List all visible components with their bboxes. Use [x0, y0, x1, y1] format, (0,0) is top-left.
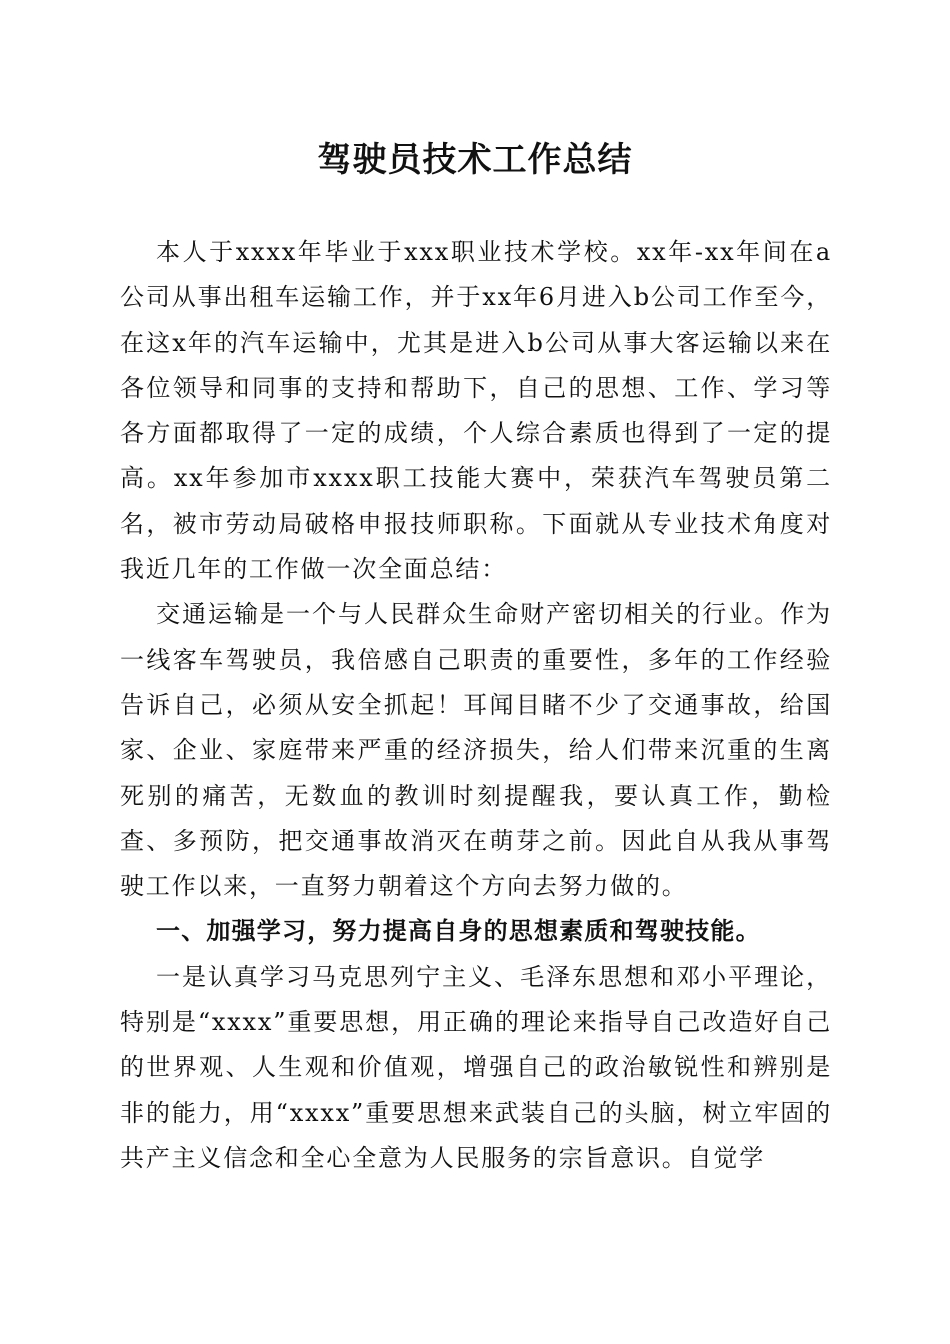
paragraph-safety: 交通运输是一个与人民群众生命财产密切相关的行业。作为一线客车驾驶员，我倍感自己职责的重要性，多年的工作经验告诉自己，必须从安全抓起！耳闻目睹不少了交通事故，给国家、企业、家庭带来严重的经济损失，给人们带来沉重的生离死别的痛苦，无数血的教训时刻提醒我，要认真工作，勤检查、多预防，把交通事故消灭在萌芽之前。因此自从我从事驾驶工作以来，一直努力朝着这个方向去努力做的。: [120, 600, 832, 901]
document-body: [120, 230, 832, 1181]
paragraph-intro: 本人于xxxx年毕业于xxx职业技术学校。xx年-xx年间在a公司从事出租车运输工作，并于xx年6月进入b公司工作至今，在这x年的汽车运输中，尤其是进入b公司从事大客运输以来在各位领导和同事的支持和帮助下，自己的思想、工作、学习等各方面都取得了一定的成绩，个人综合素质也得到了一定的提高。xx年参加市xxxx职工技能大赛中，荣获汽车驾驶员第二名，被市劳动局破格申报技师职称。下面就从专业技术角度对我近几年的工作做一次全面总结：: [120, 238, 832, 584]
section-heading-1: 一、加强学习，努力提高自身的思想素质和驾驶技能。: [156, 917, 761, 946]
paragraph-study: 一是认真学习马克思列宁主义、毛泽东思想和邓小平理论，特别是“xxxx”重要思想，用正确的理论来指导自己改造好自己的世界观、人生观和价值观，增强自己的政治敏锐性和辨别是非的能力，用“xxxx”重要思想来武装自己的头脑，树立牢固的共产主义信念和全心全意为人民服务的宗旨意识。自觉学: [120, 962, 832, 1172]
document-title: 驾驶员技术工作总结: [317, 140, 633, 180]
